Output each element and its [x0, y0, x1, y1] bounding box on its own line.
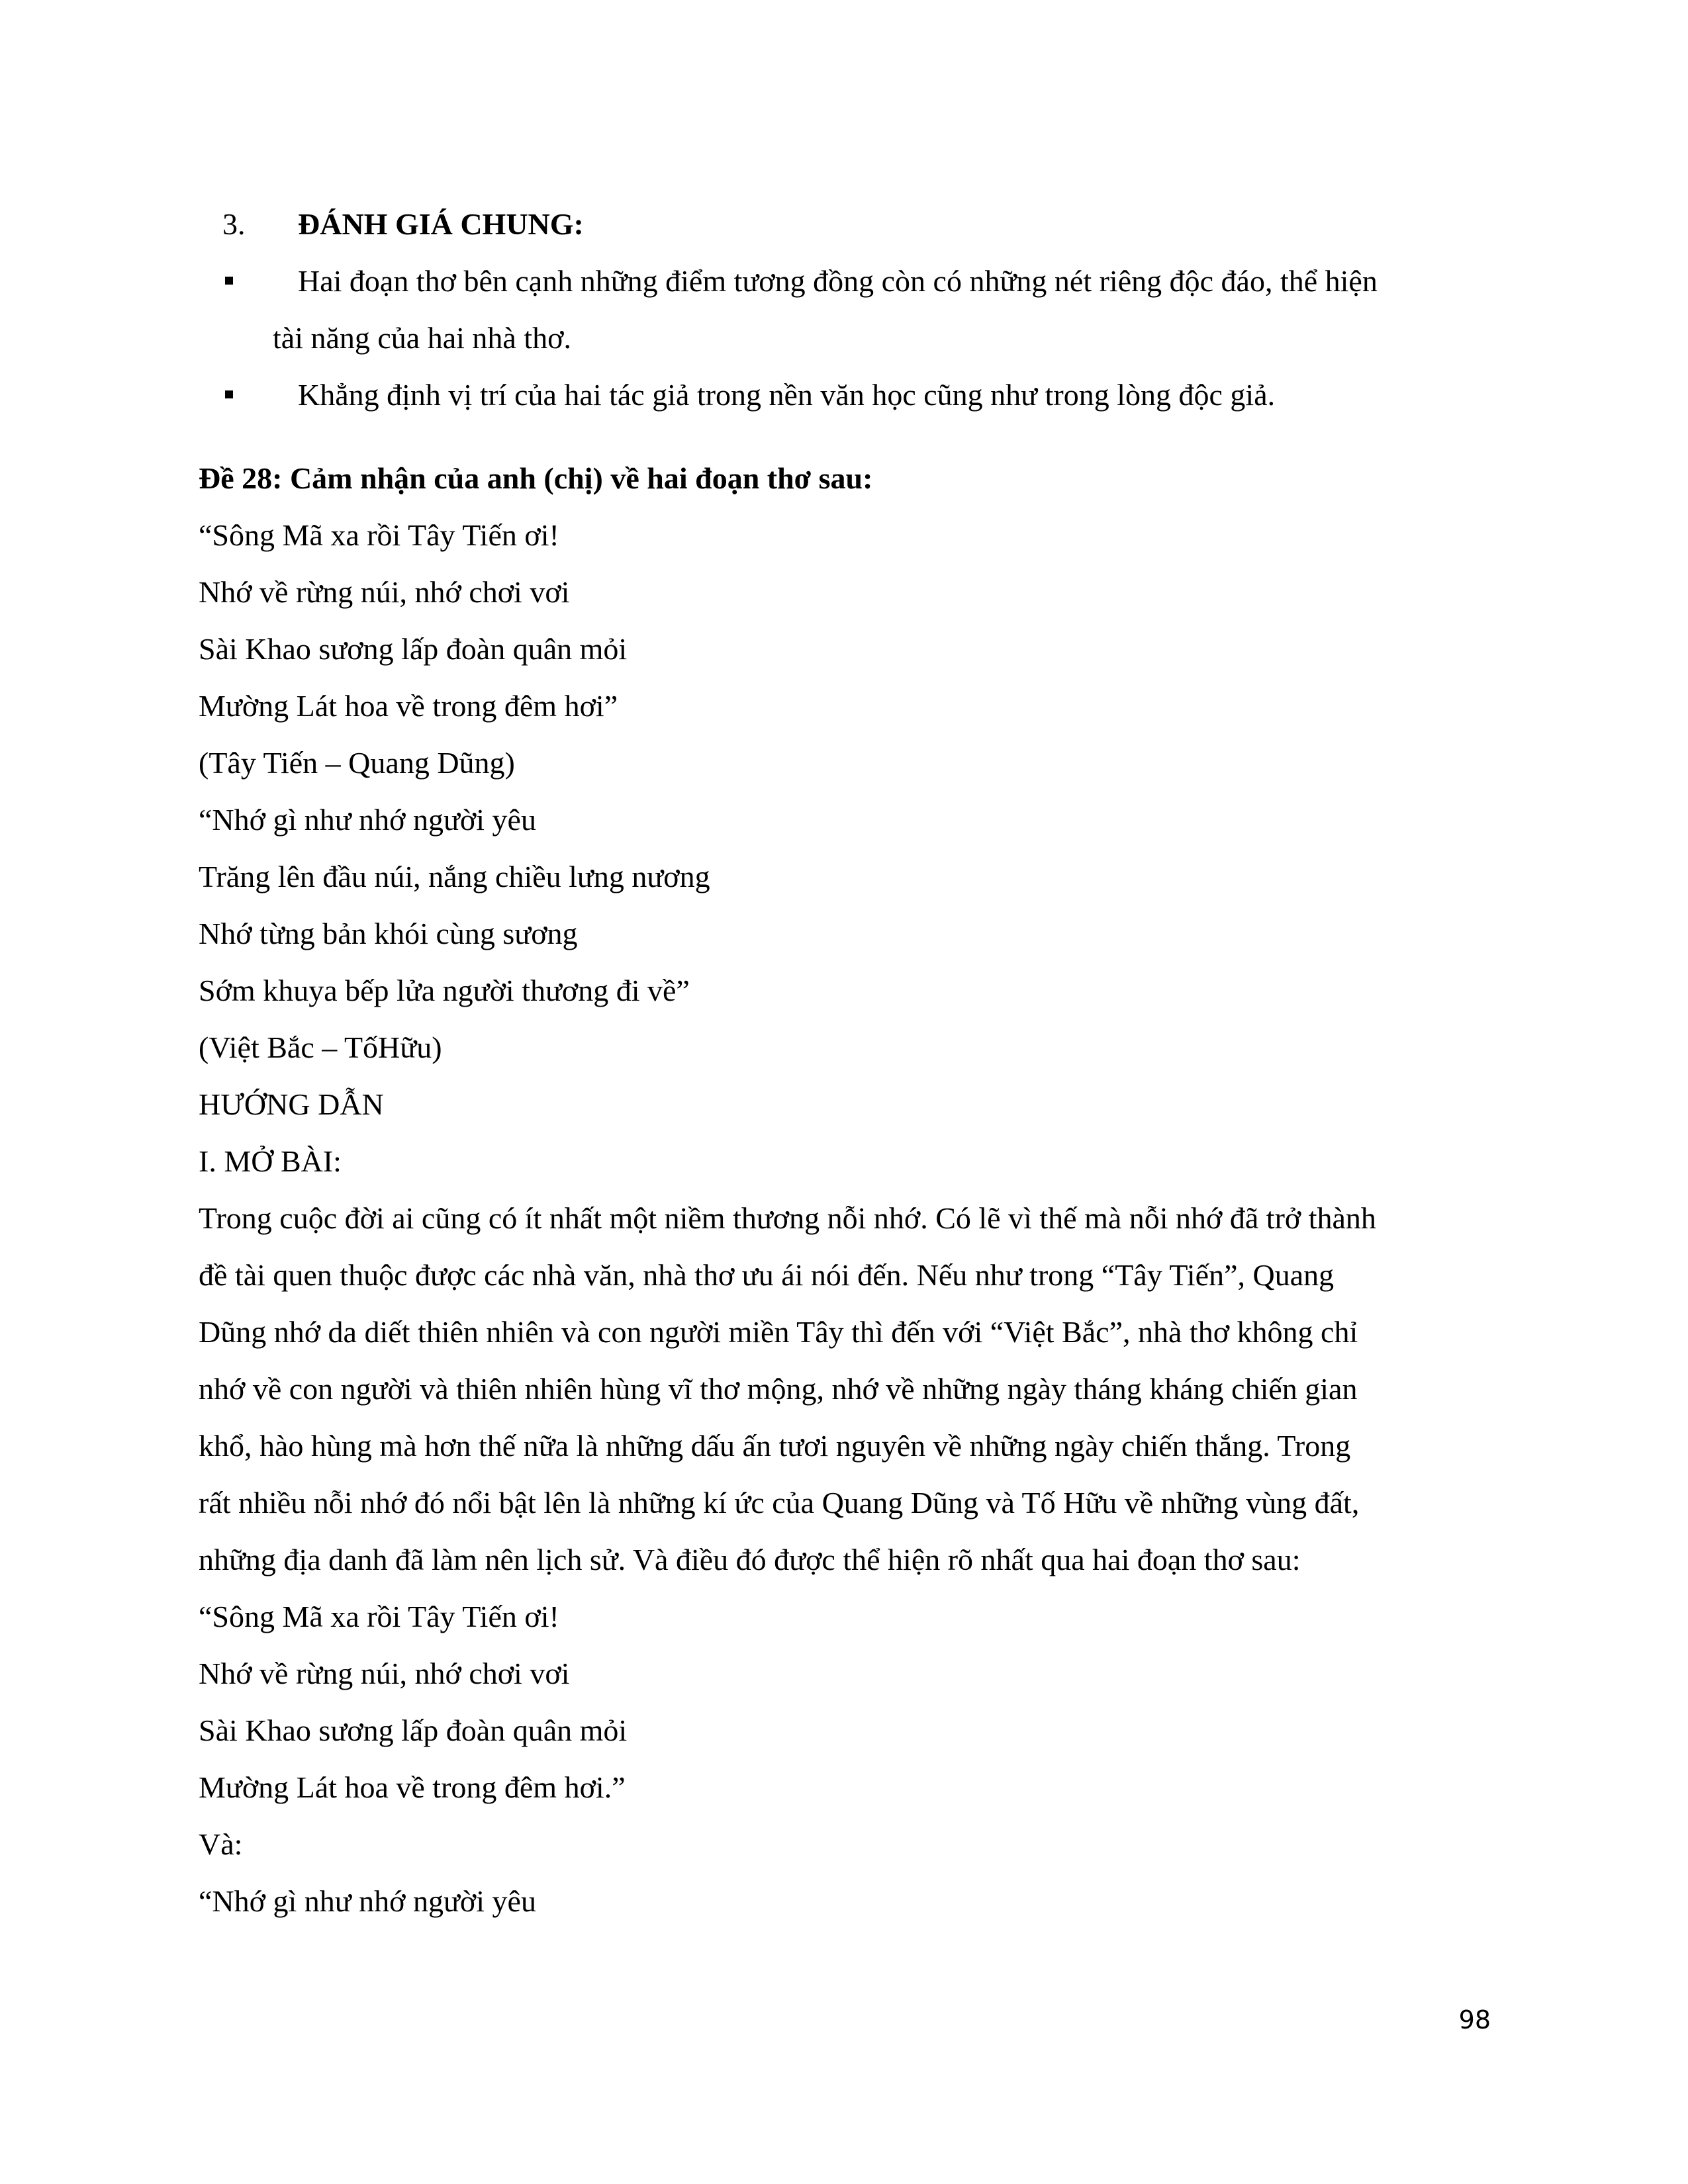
- paragraph-line: nhớ về con người và thiên nhiên hùng vĩ thơ mộng, nhớ về những ngày tháng kháng chiến gian: [199, 1372, 1358, 1406]
- poem1-line: “Sông Mã xa rồi Tây Tiến ơi!: [199, 518, 559, 552]
- exercise-heading: Đề 28: Cảm nhận của anh (chị) về hai đoạn thơ sau:: [199, 461, 873, 495]
- section-3-heading: [199, 196, 1496, 253]
- section-title: ĐÁNH GIÁ CHUNG:: [298, 207, 584, 241]
- paragraph-line: Trong cuộc đời ai cũng có ít nhất một niềm thương nỗi nhớ. Có lẽ vì thế mà nỗi nhớ đã trở thành: [199, 1201, 1376, 1235]
- poem1-line: Sài Khao sương lấp đoàn quân mỏi: [199, 632, 628, 666]
- paragraph-line: đề tài quen thuộc được các nhà văn, nhà thơ ưu ái nói đến. Nếu như trong “Tây Tiến”, Quang: [199, 1258, 1335, 1292]
- poem2-line: Nhớ từng bản khói cùng sương: [199, 917, 578, 950]
- bullet-item-2: [199, 367, 1496, 424]
- poem1-source: (Tây Tiến – Quang Dũng): [199, 746, 515, 780]
- page-content: [199, 196, 1496, 1930]
- guide-title: HƯỚNG DẪN: [199, 1087, 384, 1121]
- paragraph-line: Dũng nhớ da diết thiên nhiên và con người miền Tây thì đến với “Việt Bắc”, nhà thơ không chỉ: [199, 1315, 1358, 1349]
- quote1-line: Sài Khao sương lấp đoàn quân mỏi: [199, 1713, 628, 1747]
- part1-title: I. MỞ BÀI:: [199, 1144, 342, 1178]
- bullet-item-1-continuation: tài năng của hai nhà thơ.: [273, 321, 571, 355]
- section-number: 3.: [222, 207, 246, 241]
- poem2-line: Trăng lên đầu núi, nắng chiều lưng nương: [199, 860, 710, 893]
- poem2-line: “Nhớ gì như nhớ người yêu: [199, 803, 536, 837]
- paragraph-line: những địa danh đã làm nên lịch sử. Và điều đó được thể hiện rõ nhất qua hai đoạn thơ sau:: [199, 1543, 1301, 1576]
- spacer: [199, 424, 1496, 450]
- square-bullet-icon: [225, 277, 233, 285]
- bullet-text: Hai đoạn thơ bên cạnh những điểm tương đồng còn có những nét riêng độc đáo, thể hiện: [298, 264, 1378, 298]
- poem2-source: (Việt Bắc – TốHữu): [199, 1030, 442, 1064]
- bullet-item-1: [199, 253, 1496, 310]
- paragraph-line: khổ, hào hùng mà hơn thế nữa là những dấu ấn tươi nguyên về những ngày chiến thắng. Trong: [199, 1429, 1351, 1463]
- quote1-line: Nhớ về rừng núi, nhớ chơi vơi: [199, 1657, 570, 1690]
- poem1-line: Nhớ về rừng núi, nhớ chơi vơi: [199, 575, 570, 609]
- poem2-line: Sớm khuya bếp lửa người thương đi về”: [199, 974, 690, 1007]
- paragraph-line: rất nhiều nỗi nhớ đó nổi bật lên là những kí ức của Quang Dũng và Tố Hữu về những vùng đất,: [199, 1486, 1360, 1520]
- square-bullet-icon: [225, 390, 233, 398]
- and-label: Và:: [199, 1827, 243, 1861]
- quote2-line: “Nhớ gì như nhớ người yêu: [199, 1884, 536, 1918]
- page-number: 98: [1458, 2005, 1491, 2034]
- quote1-line: Mường Lát hoa về trong đêm hơi.”: [199, 1770, 626, 1804]
- poem1-line: Mường Lát hoa về trong đêm hơi”: [199, 689, 618, 723]
- bullet-text: Khẳng định vị trí của hai tác giả trong nền văn học cũng như trong lòng độc giả.: [298, 378, 1276, 412]
- quote1-line: “Sông Mã xa rồi Tây Tiến ơi!: [199, 1600, 559, 1633]
